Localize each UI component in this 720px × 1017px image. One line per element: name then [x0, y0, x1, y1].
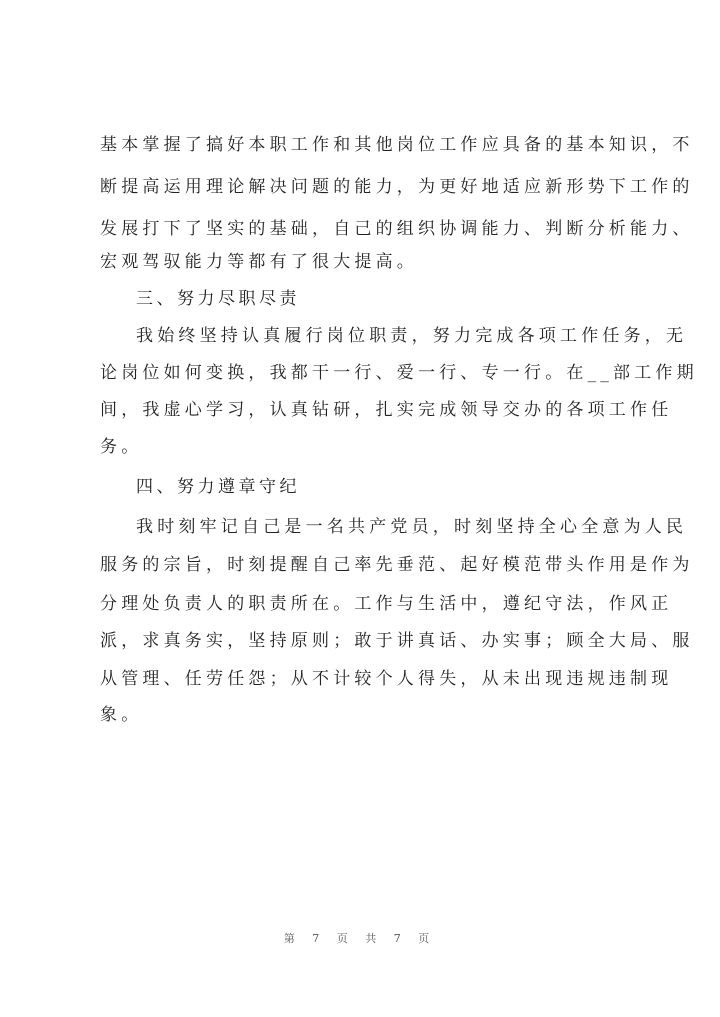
page-footer: 第 7 页 共 7 页	[283, 932, 437, 945]
paragraph-line: 象。	[100, 705, 143, 725]
paragraph-line: 我始终坚持认真履行岗位职责，努力完成各项工作任务，无	[136, 326, 688, 346]
paragraph-line: 派，求真务实，坚持原则；敢于讲真话、办实事；顾全大局、服	[100, 631, 694, 651]
paragraph-line: 从管理、任劳任怨；从不计较个人得失，从未出现违规违制现	[100, 669, 673, 689]
paragraph-line: 基本掌握了搞好本职工作和其他岗位工作应具备的基本知识，不	[100, 135, 694, 155]
paragraph-line: 我时刻牢记自己是一名共产党员，时刻坚持全心全意为人民	[136, 517, 688, 537]
paragraph-line: 服务的宗旨，时刻提醒自己率先垂范、起好模范带头作用是作为	[100, 555, 694, 575]
paragraph-line: 务。	[100, 437, 143, 457]
paragraph-line: 发展打下了坚实的基础，自己的组织协调能力、判断分析能力、	[100, 219, 694, 239]
section-heading-3: 三、努力尽职尽责	[136, 289, 300, 309]
section-heading-4: 四、努力遵章守纪	[136, 477, 300, 497]
paragraph-line: 间，我虚心学习，认真钻研，扎实完成领导交办的各项工作任	[100, 400, 673, 420]
paragraph-line: 分理处负责人的职责所在。工作与生活中，遵纪守法，作风正	[100, 594, 673, 614]
paragraph-line: 断提高运用理论解决问题的能力，为更好地适应新形势下工作的	[100, 177, 694, 197]
paragraph-line: 论岗位如何变换，我都干一行、爱一行、专一行。在__部工作期	[100, 363, 698, 383]
paragraph-line: 宏观驾驭能力等都有了很大提高。	[100, 252, 418, 272]
